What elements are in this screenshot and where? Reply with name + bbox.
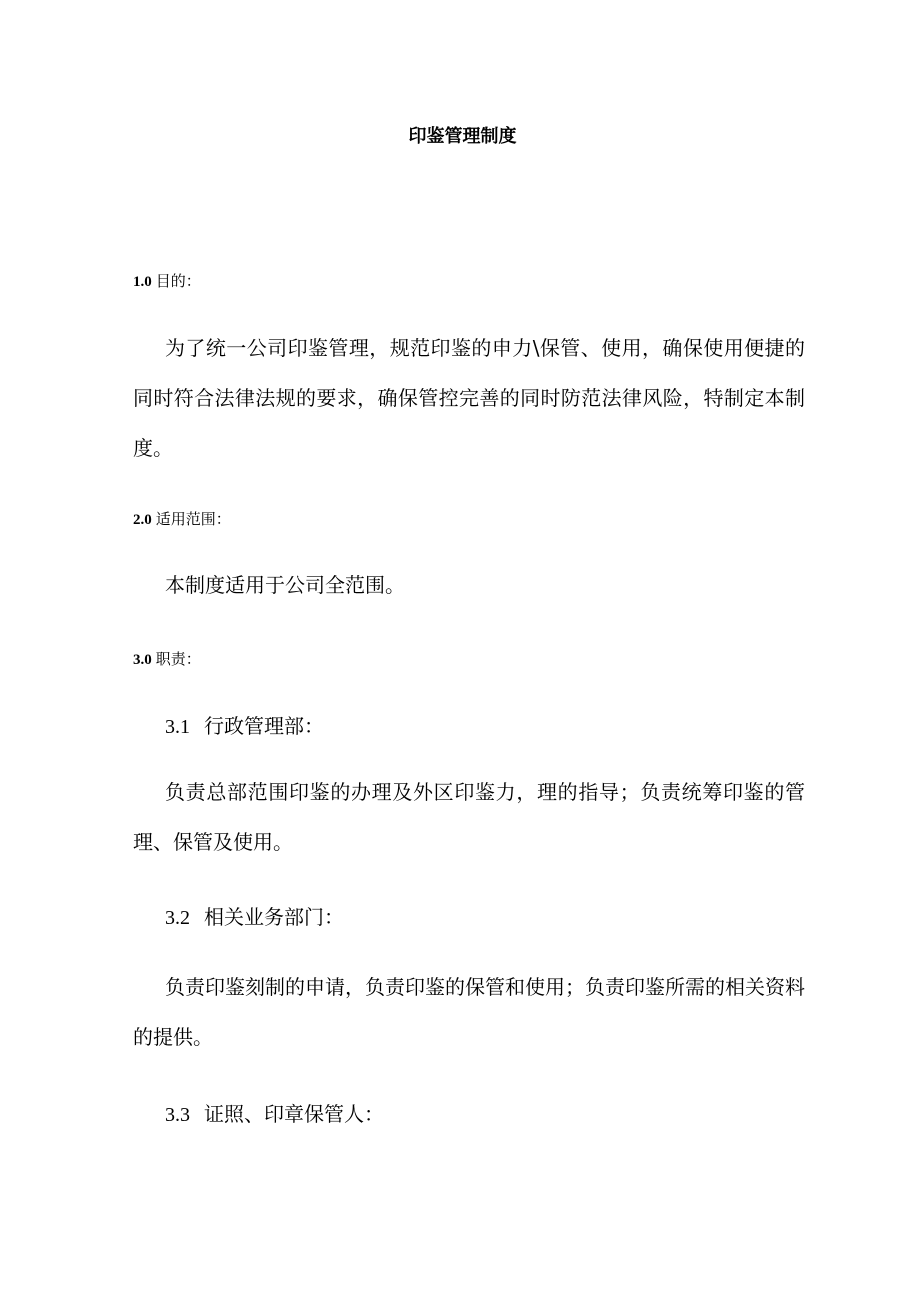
section-number: 1.0 (133, 274, 152, 290)
subsection-title: 证照、印章保管人： (204, 1102, 384, 1126)
business-paragraph: 负责印鉴刻制的申请，负责印鉴的保管和使用；负责印鉴所需的相关资料的提供。 (133, 975, 805, 1049)
section-number: 2.0 (133, 512, 152, 528)
section-heading-purpose (133, 270, 201, 293)
subsection-heading-business (165, 903, 344, 932)
section-heading-responsibilities (133, 648, 201, 671)
subsection-heading-custodian (165, 1100, 384, 1129)
scope-paragraph: 本制度适用于公司全范围。 (165, 573, 405, 597)
subsection-heading-admin (165, 712, 324, 741)
subsection-title: 相关业务部门： (204, 905, 344, 929)
purpose-paragraph: 为了统一公司印鉴管理，规范印鉴的申力\保管、使用，确保使用便捷的同时符合法律法规的要求，确保管控完善的同时防范法律风险，特制定本制度。 (133, 336, 805, 460)
subsection-number: 3.3 (165, 1104, 190, 1126)
subsection-number: 3.2 (165, 907, 190, 929)
document-title: 印鉴管理制度 (408, 126, 517, 147)
section-title: 适用范围： (155, 510, 231, 528)
section-heading-scope (133, 508, 231, 531)
section-number: 3.0 (133, 652, 152, 668)
section-title: 职责： (155, 650, 201, 668)
admin-paragraph: 负责总部范围印鉴的办理及外区印鉴力，理的指导；负责统筹印鉴的管理、保管及使用。 (133, 780, 805, 854)
subsection-title: 行政管理部： (204, 714, 324, 738)
section-title: 目的： (155, 272, 201, 290)
subsection-number: 3.1 (165, 716, 190, 738)
